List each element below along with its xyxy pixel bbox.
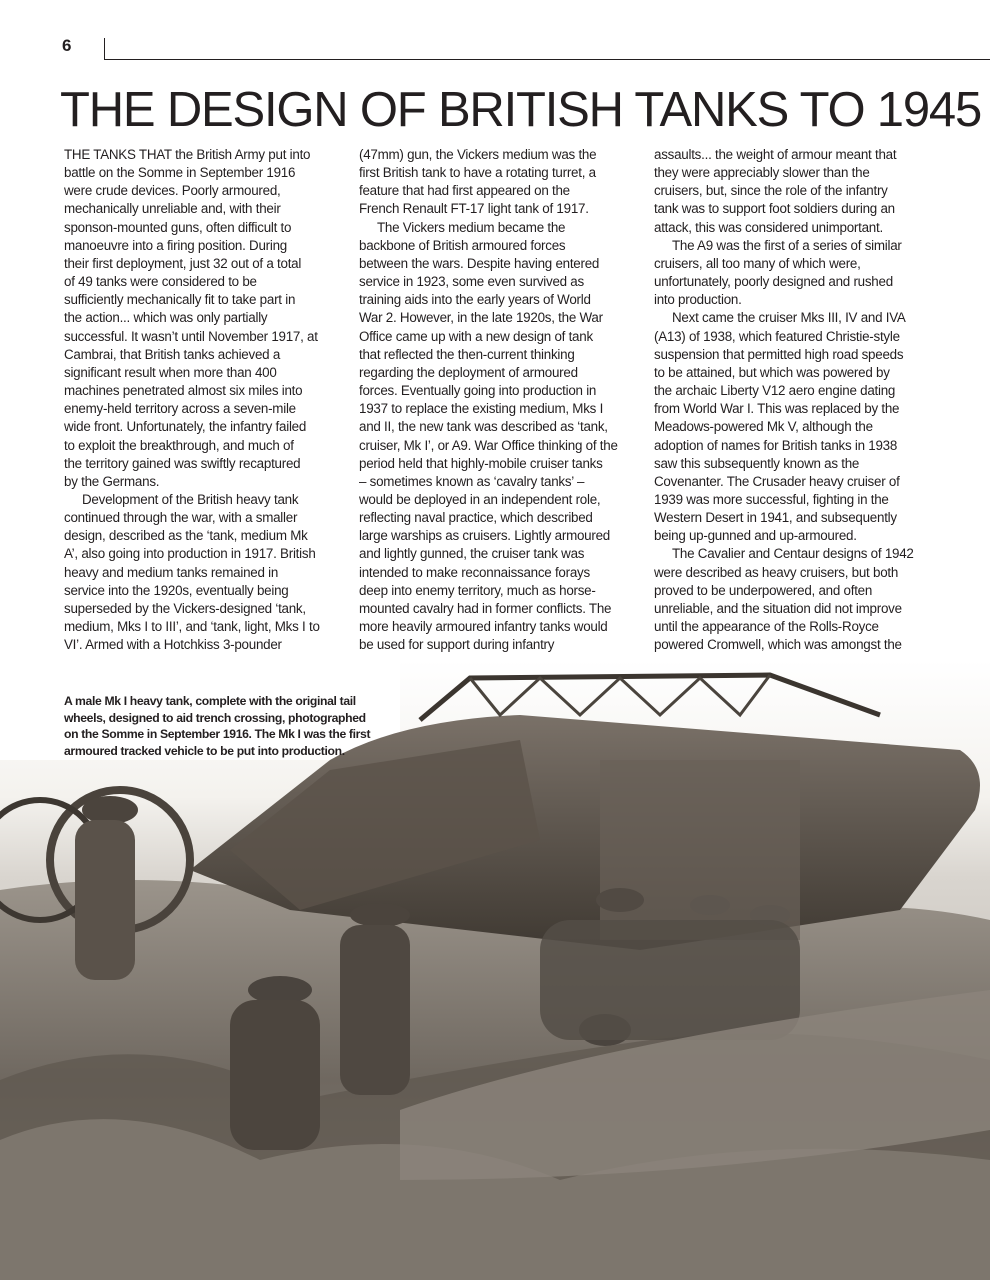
text-column-3 <box>654 146 939 654</box>
body-text-line: until the appearance of the Rolls-Royce <box>654 619 879 635</box>
page-number: 6 <box>62 36 72 55</box>
body-text-line: design, described as the ‘tank, medium Mk <box>64 528 308 544</box>
body-text-line: successful. It wasn’t until November 1917, at <box>64 328 318 344</box>
header-rule <box>104 59 990 60</box>
body-text-line: reflecting naval practice, which described <box>359 510 593 526</box>
body-text-line: period held that highly-mobile cruiser tanks <box>359 455 603 471</box>
body-text-line: Development of the British heavy tank <box>82 491 299 507</box>
body-text-line: being up-gunned and up-armoured. <box>654 528 857 544</box>
body-text-line: significant result when more than 400 <box>64 364 277 380</box>
body-text-line: Western Desert in 1941, and subsequently <box>654 510 897 526</box>
body-text-line: machines penetrated almost six miles into <box>64 383 303 399</box>
folio-divider <box>104 38 105 60</box>
body-text-line: by the Germans. <box>64 473 160 489</box>
body-text-line: mechanically unreliable and, with their <box>64 201 281 217</box>
body-text-line: intended to make reconnaissance forays <box>359 564 590 580</box>
body-text-line: enemy-held territory across a seven-mile <box>64 401 296 417</box>
body-text-line: backbone of British armoured forces <box>359 237 566 253</box>
body-text-line: Cambrai, that British tanks achieved a <box>64 346 281 362</box>
body-text-line: continued through the war, with a smaller <box>64 510 298 526</box>
body-text-line: deep into enemy territory, much as horse- <box>359 582 596 598</box>
body-text-line: proved to be underpowered, and often <box>654 582 873 598</box>
body-text-line: heavy and medium tanks remained in <box>64 564 279 580</box>
body-text-line: The Vickers medium became the <box>377 219 566 235</box>
photo-caption: A male Mk I heavy tank, complete with the original tail wheels, designed to aid trench crossing, photographed on the Somme in September 1916. The Mk I was the first armoured tracked vehicle to be put into production. <box>64 694 371 758</box>
body-text-line: assaults... the weight of armour meant that <box>654 147 897 162</box>
body-text-line: superseded by the Vickers-designed ‘tank, <box>64 600 306 616</box>
body-text-line: saw this subsequently known as the <box>654 455 860 471</box>
body-text-line: unreliable, and the situation did not improve <box>654 600 902 616</box>
body-text-line: THE TANKS THAT the British Army put into <box>64 147 311 162</box>
body-text-line: feature that had first appeared on the <box>359 183 570 199</box>
body-text-line: suspension that permitted high road speeds <box>654 346 904 362</box>
text-column-2 <box>359 146 644 654</box>
body-text-line: (A13) of 1938, which featured Christie-style <box>654 328 900 344</box>
body-text-line: that reflected the then-current thinking <box>359 346 575 362</box>
body-text-line: mounted cavalry had in former conflicts. The <box>359 600 612 616</box>
body-text-line: large warships as cruisers. Lightly armoured <box>359 528 610 544</box>
body-text-line: training aids into the early years of World <box>359 292 591 308</box>
body-text-line: medium, Mks I to III’, and ‘tank, light, Mks I to <box>64 619 320 635</box>
article-title: THE DESIGN OF BRITISH TANKS TO 1945 <box>60 83 982 137</box>
body-text-line: cruisers, but, since the role of the infantry <box>654 183 888 199</box>
body-text-line: (47mm) gun, the Vickers medium was the <box>359 147 597 162</box>
body-text-line: tank was to support foot soldiers during an <box>654 201 895 217</box>
body-text-line: wide front. Unfortunately, the infantry failed <box>64 419 307 435</box>
body-text-line: would be deployed in an independent role, <box>359 491 601 507</box>
body-text-line: battle on the Somme in September 1916 <box>64 165 296 181</box>
body-text-line: be used for support during infantry <box>359 637 555 653</box>
body-text-line: VI’. Armed with a Hotchkiss 3-pounder <box>64 637 282 653</box>
body-text-line: regarding the deployment of armoured <box>359 364 578 380</box>
body-text-line: War 2. However, in the late 1920s, the War <box>359 310 603 326</box>
body-text-line: to exploit the breakthrough, and much of <box>64 437 294 453</box>
body-text-line: The Cavalier and Centaur designs of 1942 <box>672 546 914 562</box>
body-text-line: of 49 tanks were considered to be <box>64 274 257 290</box>
body-text-line: attack, this was considered unimportant. <box>654 219 883 235</box>
text-column-1 <box>64 146 349 654</box>
body-text-line: 1937 to replace the existing medium, Mks I <box>359 401 604 417</box>
body-text-line: their first deployment, just 32 out of a total <box>64 255 302 271</box>
body-text-line: to be attained, but which was powered by <box>654 364 890 380</box>
body-text-line: the territory gained was swiftly recaptured <box>64 455 301 471</box>
body-text-line: more heavily armoured infantry tanks would <box>359 619 608 635</box>
body-text-line: Meadows-powered Mk V, although the <box>654 419 873 435</box>
body-text-line: first British tank to have a rotating turret, a <box>359 165 596 181</box>
body-text-line: service in 1923, some even survived as <box>359 274 584 290</box>
body-text-line: Office came up with a new design of tank <box>359 328 593 344</box>
body-text-line: French Renault FT-17 light tank of 1917. <box>359 201 589 217</box>
body-text-line: manoeuvre into a firing position. During <box>64 237 287 253</box>
body-text-line: cruiser, Mk I’, or A9. War Office thinking of the <box>359 437 618 453</box>
body-text-line: Covenanter. The Crusader heavy cruiser of <box>654 473 900 489</box>
body-text-line: service into the 1920s, eventually being <box>64 582 289 598</box>
body-text-line: – sometimes known as ‘cavalry tanks’ – <box>359 473 585 489</box>
body-text-line: cruisers, all too many of which were, <box>654 255 861 271</box>
body-text-line: they were appreciably slower than the <box>654 165 870 181</box>
body-text-line: and lightly gunned, the cruiser tank was <box>359 546 585 562</box>
body-text-line: into production. <box>654 292 742 308</box>
body-text-line: sufficiently mechanically fit to take part in <box>64 292 296 308</box>
body-text-line: 1939 was more successful, fighting in the <box>654 491 889 507</box>
body-text-line: the action... which was only partially <box>64 310 268 326</box>
body-text-line: were described as heavy cruisers, but both <box>654 564 899 580</box>
body-text-line: were crude devices. Poorly armoured, <box>64 183 281 199</box>
body-text-line: from World War I. This was replaced by the <box>654 401 900 417</box>
body-text-line: Next came the cruiser Mks III, IV and IVA <box>672 310 906 326</box>
body-text-line: unfortunately, poorly designed and rushed <box>654 274 893 290</box>
body-text-line: A’, also going into production in 1917. British <box>64 546 316 562</box>
body-text-line: between the wars. Despite having entered <box>359 255 600 271</box>
body-text-line: powered Cromwell, which was amongst the <box>654 637 902 653</box>
body-text-line: the archaic Liberty V12 aero engine dating <box>654 383 896 399</box>
body-text-line: The A9 was the first of a series of similar <box>672 237 902 253</box>
body-text-line: sponson-mounted guns, often difficult to <box>64 219 292 235</box>
body-text-line: forces. Eventually going into production in <box>359 383 597 399</box>
body-text-line: and II, the new tank was described as ‘tank, <box>359 419 608 435</box>
body-text-line: adoption of names for British tanks in 1938 <box>654 437 898 453</box>
